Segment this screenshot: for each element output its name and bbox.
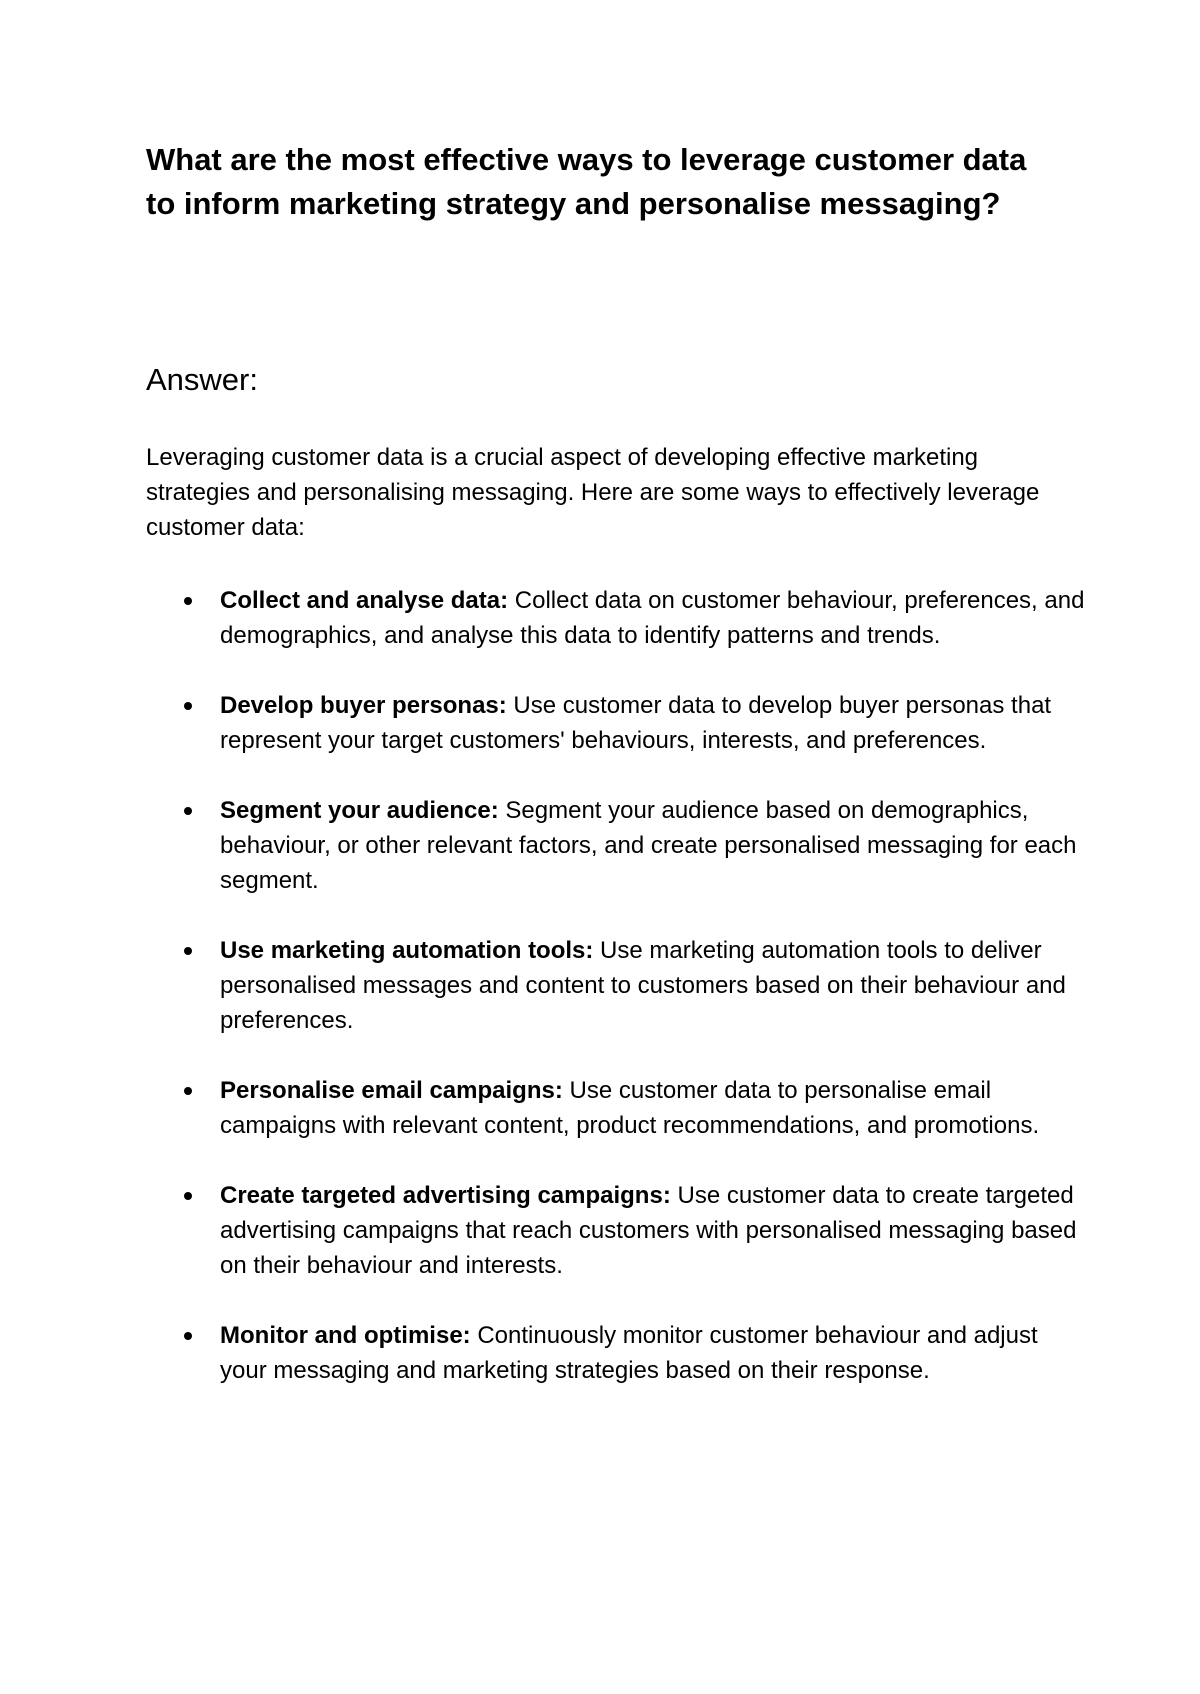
point-text: Use marketing automation tools to deliver personalised messages and content to customers based on their behaviour and preferences. bbox=[220, 937, 1066, 1034]
point-text: Use customer data to develop buyer personas that represent your target customers' behaviours, interests, and preferences. bbox=[220, 692, 1052, 754]
list-item bbox=[146, 1318, 1086, 1388]
point-term: Create targeted advertising campaigns: bbox=[220, 1182, 671, 1209]
point-text: Collect data on customer behaviour, preferences, and demographics, and analyse this data to identify patterns and trends. bbox=[220, 587, 1085, 649]
point-term: Monitor and optimise: bbox=[220, 1322, 471, 1349]
question-heading: What are the most effective ways to leverage customer data to inform marketing strategy and personalise messaging? bbox=[146, 142, 1027, 221]
point-term: Use marketing automation tools: bbox=[220, 937, 594, 964]
bullet-icon bbox=[184, 597, 192, 605]
strategy-list bbox=[146, 583, 1086, 1423]
point-text: Use customer data to create targeted advertising campaigns that reach customers with personalised messaging based on their behaviour and interests. bbox=[220, 1182, 1077, 1279]
bullet-icon bbox=[184, 1332, 192, 1340]
point-text: Use customer data to personalise email campaigns with relevant content, product recommendations, and promotions. bbox=[220, 1077, 1040, 1139]
list-item bbox=[146, 1073, 1086, 1143]
bullet-icon bbox=[184, 807, 192, 815]
point-term: Personalise email campaigns: bbox=[220, 1077, 563, 1104]
answer-heading: Answer: bbox=[146, 362, 258, 397]
point-term: Segment your audience: bbox=[220, 797, 499, 824]
bullet-icon bbox=[184, 947, 192, 955]
list-item bbox=[146, 1178, 1086, 1283]
bullet-icon bbox=[184, 702, 192, 710]
point-term: Develop buyer personas: bbox=[220, 692, 507, 719]
list-item bbox=[146, 688, 1086, 758]
list-item bbox=[146, 933, 1086, 1038]
list-item bbox=[146, 793, 1086, 898]
intro-paragraph: Leveraging customer data is a crucial aspect of developing effective marketing strategies and personalising messaging. Here are some ways to effectively leverage customer data: bbox=[146, 444, 1040, 541]
point-term: Collect and analyse data: bbox=[220, 587, 509, 614]
point-text: Continuously monitor customer behaviour and adjust your messaging and marketing strategies based on their response. bbox=[220, 1322, 1038, 1384]
point-text: Segment your audience based on demographics, behaviour, or other relevant factors, and create personalised messaging for each segment. bbox=[220, 797, 1077, 894]
bullet-icon bbox=[184, 1087, 192, 1095]
bullet-icon bbox=[184, 1192, 192, 1200]
list-item bbox=[146, 583, 1086, 653]
